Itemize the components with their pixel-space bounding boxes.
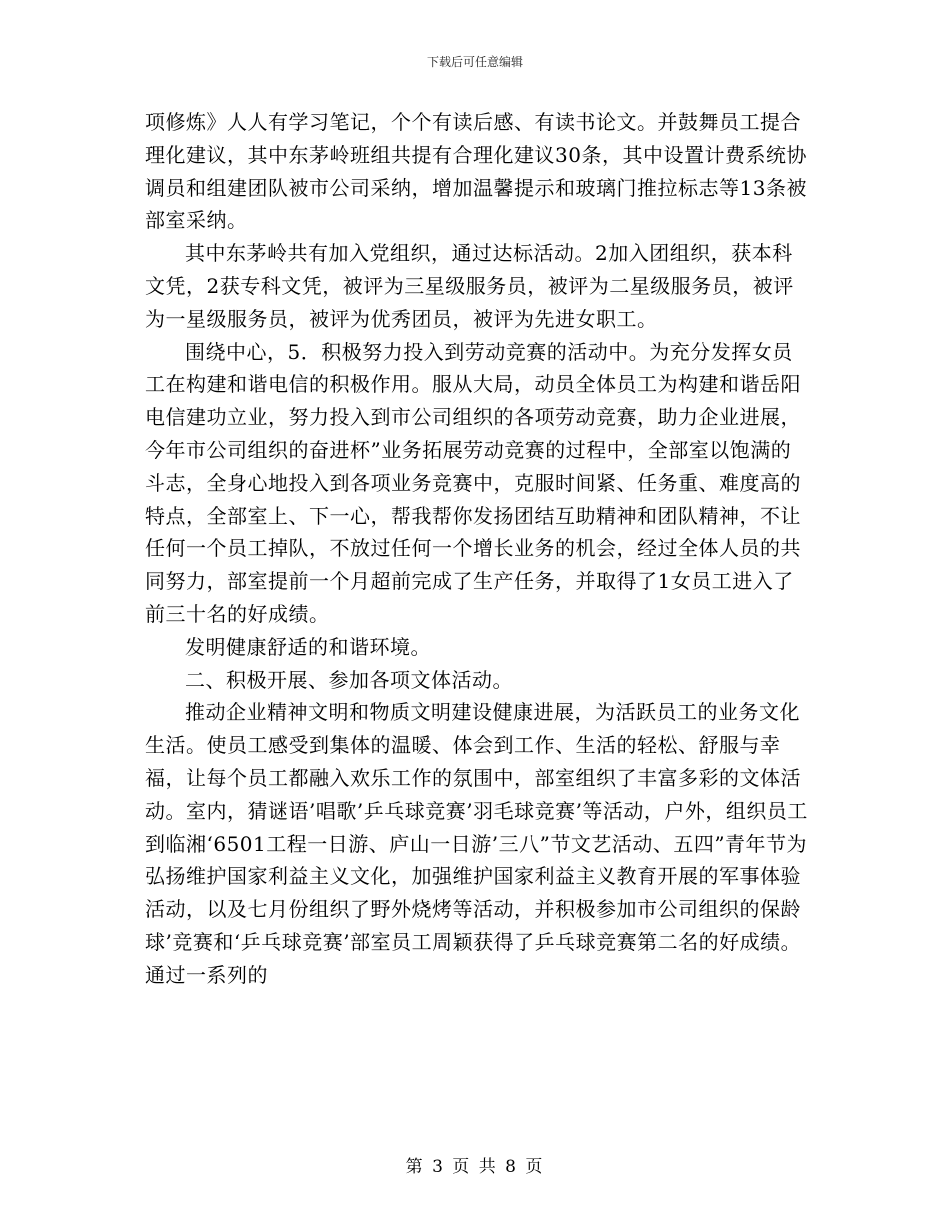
page-header: 下载后可任意编辑: [426, 55, 523, 69]
paragraph-4: 发明健康舒适的和谐环境。: [185, 634, 431, 659]
paragraph-1: 项修炼》人人有学习笔记，个个有读后感、有读书论文。并鼓舞员工提合理化建议，其中东茅岭班组共提有合理化建议30条，其中设置计费系统协调员和组建团队被市公司采纳，增加温馨提示和玻璃门推拉标志等13条被部室采纳。: [145, 110, 807, 233]
paragraph-3: 围绕中心，5．积极努力投入到劳动竞赛的活动中。为充分发挥女员工在构建和谐电信的积极作用。服从大局，动员全体员工为构建和谐岳阳电信建功立业，努力投入到市公司组织的各项劳动竞赛，助力企业进展，今年市公司组织的奋进杯”业务拓展劳动竞赛的过程中，全部室以饱满的斗志，全身心地投入到各项业务竞赛中，克服时间紧、任务重、难度高的特点，全部室上、下一心，帮我帮你发扬团结互助精神和团队精神，不让任何一个员工掉队，不放过任何一个增长业务的机会，经过全体人员的共同努力，部室提前一个月超前完成了生产任务，并取得了1女员工进入了前三十名的好成绩。: [145, 339, 801, 626]
paragraph-6: 推动企业精神文明和物质文明建设健康进展，为活跃员工的业务文化生活。使员工感受到集体的温暖、体会到工作、生活的轻松、舒服与幸福，让每个员工都融入欢乐工作的氛围中，部室组织了丰富多彩的文体活动。室内，猜谜语’唱歌’乒乓球竞赛’羽毛球竞赛’等活动，户外，组织员工到临湘‘6501工程一日游、庐山一日游’三八”节文艺活动、五四”青年节为弘扬维护国家利益主义文化，加强维护国家利益主义教育开展的军事体验活动，以及七月份组织了野外烧烤等活动，并积极参加市公司组织的保龄球’竞赛和‘乒乓球竞赛’部室员工周颖获得了乒乓球竞赛第二名的好成绩。通过一系列的: [145, 700, 808, 987]
document-body: [145, 106, 810, 992]
page-footer: 第 3 页 共 8 页: [405, 1157, 545, 1177]
paragraph-2: 其中东茅岭共有加入党组织，通过达标活动。2加入团组织，获本科文凭，2获专科文凭，被评为三星级服务员，被评为二星级服务员，被评为一星级服务员，被评为优秀团员，被评为先进女职工。: [145, 241, 794, 331]
paragraph-5: 二、积极开展、参加各项文体活动。: [185, 667, 513, 692]
